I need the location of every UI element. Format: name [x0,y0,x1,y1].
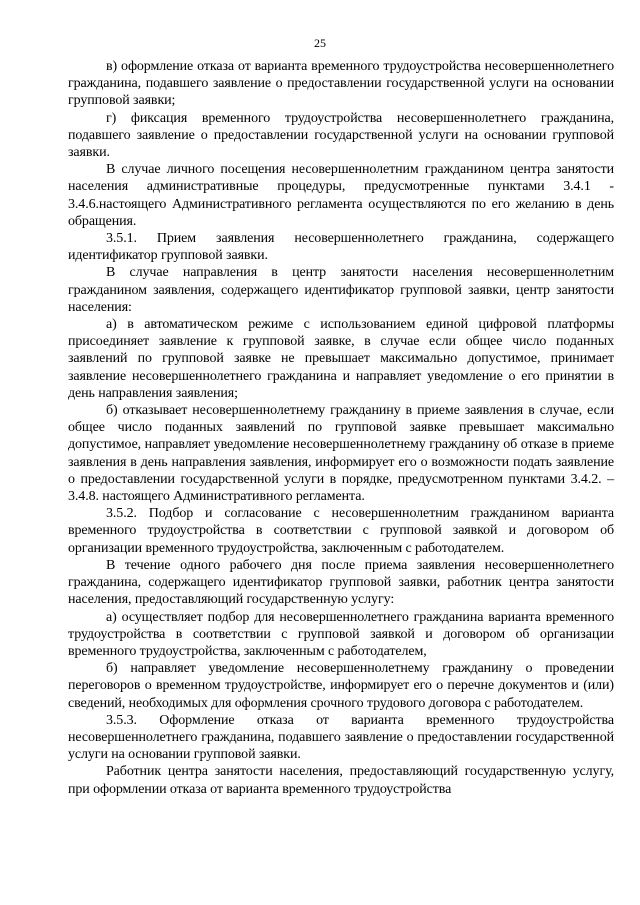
page-number: 25 [314,36,326,50]
paragraph: 3.5.2. Подбор и согласование с несовершеннолетним гражданином варианта временного трудоустройства в соответствии с групповой заявкой и договором об организации временного трудоустройства, заключенным с работодателем. [68,506,614,556]
paragraph: а) в автоматическом режиме с использованием единой цифровой платформы присоединяет заявление к групповой заявке, в случае если общее число поданных заявлений по групповой заявке не превышает максимально допустимое, принимает заявление несовершеннолетнего гражданина и направляет уведомление о его принятии в день направления заявления; [68,317,614,401]
paragraph: в) оформление отказа от варианта временного трудоустройства несовершеннолетнего гражданина, подавшего заявление о предоставлении государственной услуги на основании групповой заявки; [68,59,614,109]
paragraph: В течение одного рабочего дня после приема заявления несовершеннолетнего гражданина, содержащего идентификатор групповой заявки, работник центра занятости населения, предоставляющий государственную услугу: [68,557,614,608]
paragraph: б) отказывает несовершеннолетнему гражданину в приеме заявления в случае, если общее число поданных заявлений по групповой заявке превышает максимально допустимое, направляет уведомление несовершеннолетнему гражданину об отказе в приеме заявления в день направления заявления, информирует его о возможности подать заявление о предоставлении государственной услуги в порядке, предусмотренном пунктами 3.4.2. – 3.4.8. настоящего Административного регламента. [68,403,614,505]
paragraph: Работник центра занятости населения, предоставляющий государственную услугу, при оформлении отказа от варианта временного трудоустройства [68,764,614,797]
paragraph: г) фиксация временного трудоустройства несовершеннолетнего гражданина, подавшего заявление о предоставлении государственной услуги на основании групповой заявки. [68,110,614,161]
paragraph: 3.5.1. Прием заявления несовершеннолетнего гражданина, содержащего идентификатор групповой заявки. [68,231,614,264]
paragraph: В случае личного посещения несовершеннолетним гражданином центра занятости населения административные процедуры, предусмотренные пунктами 3.4.1 - 3.4.6.настоящего Административного регламента осуществляются по его желанию в день обращения. [68,162,614,229]
paragraph: а) осуществляет подбор для несовершеннолетнего гражданина варианта временного трудоустройства в соответствии с групповой заявкой и договором об организации временного трудоустройства, заключенным с работодателем, [68,609,614,659]
paragraph: В случае направления в центр занятости населения несовершеннолетним гражданином заявления, содержащего идентификатор групповой заявки, центр занятости населения: [68,265,614,315]
paragraph: 3.5.3. Оформление отказа от варианта временного трудоустройства несовершеннолетнего гражданина, подавшего заявление о предоставлении государственной услуги на основании групповой заявки. [68,712,614,763]
paragraph: б) направляет уведомление несовершеннолетнему гражданину о проведении переговоров о временном трудоустройстве, информирует его о перечне документов и (или) сведений, необходимых для оформления срочного трудового договора с работодателем. [68,661,614,711]
document-body [68,58,614,798]
